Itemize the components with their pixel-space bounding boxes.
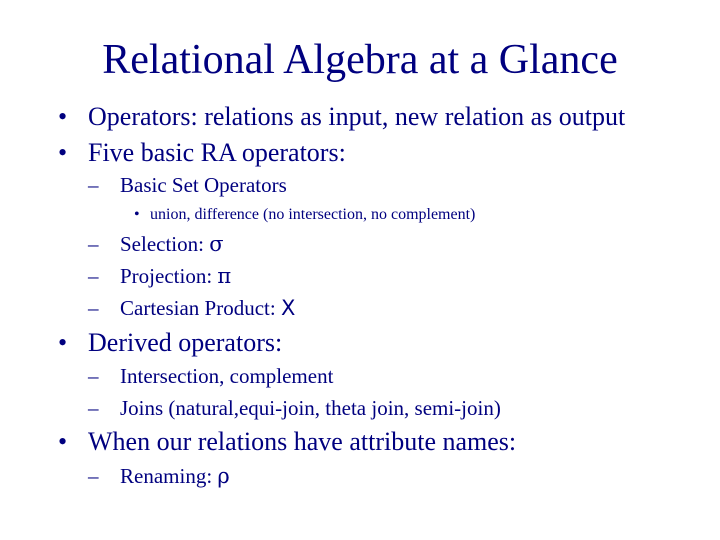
- bullet-five-basic: [58, 138, 346, 168]
- dash-text: Cartesian Product:: [120, 296, 281, 320]
- pi-symbol: π: [217, 264, 232, 288]
- sigma-symbol: σ: [209, 232, 224, 256]
- dash-text: Projection:: [120, 264, 218, 288]
- dash-mark: –: [88, 364, 99, 388]
- bullet-mark: •: [58, 328, 68, 357]
- dash-joins: [88, 395, 501, 421]
- dash-mark: –: [88, 264, 99, 288]
- dash-text: Renaming:: [120, 464, 218, 488]
- dash-renaming: [88, 463, 230, 489]
- sub-bullet-text: union, difference (no intersection, no complement): [150, 206, 476, 223]
- bullet-mark: •: [58, 138, 68, 167]
- bullet-derived-operators: [58, 328, 283, 358]
- dash-selection: [88, 231, 224, 257]
- bullet-text: Five basic RA operators:: [88, 138, 346, 167]
- sub-bullet-mark: •: [134, 206, 140, 223]
- slide-title: Relational Algebra at a Glance: [102, 37, 618, 83]
- bullet-text: When our relations have attribute names:: [88, 427, 517, 456]
- dash-intersection-complement: [88, 363, 334, 389]
- dash-text: Intersection, complement: [120, 364, 334, 388]
- dash-mark: –: [88, 464, 99, 488]
- dash-basic-set-operators: [88, 172, 287, 198]
- bullet-operators: [58, 102, 626, 132]
- rho-symbol: ρ: [217, 464, 230, 488]
- bullet-mark: •: [58, 102, 68, 131]
- bullet-text: Derived operators:: [88, 328, 283, 357]
- bullet-mark: •: [58, 427, 68, 456]
- dash-cartesian-product: [88, 295, 296, 321]
- dash-mark: –: [88, 232, 99, 256]
- dash-mark: –: [88, 396, 99, 420]
- dash-text: Basic Set Operators: [120, 173, 287, 197]
- sub-bullet-union-difference: [134, 205, 476, 225]
- dash-mark: –: [88, 173, 99, 197]
- dash-projection: [88, 263, 232, 289]
- dash-text: Selection:: [120, 232, 210, 256]
- cross-symbol: X: [280, 296, 296, 320]
- dash-mark: –: [88, 296, 99, 320]
- bullet-attribute-names: [58, 427, 517, 457]
- bullet-text: Operators: relations as input, new relation as output: [88, 102, 626, 131]
- dash-text: Joins (natural,equi-join, theta join, semi-join): [120, 396, 501, 420]
